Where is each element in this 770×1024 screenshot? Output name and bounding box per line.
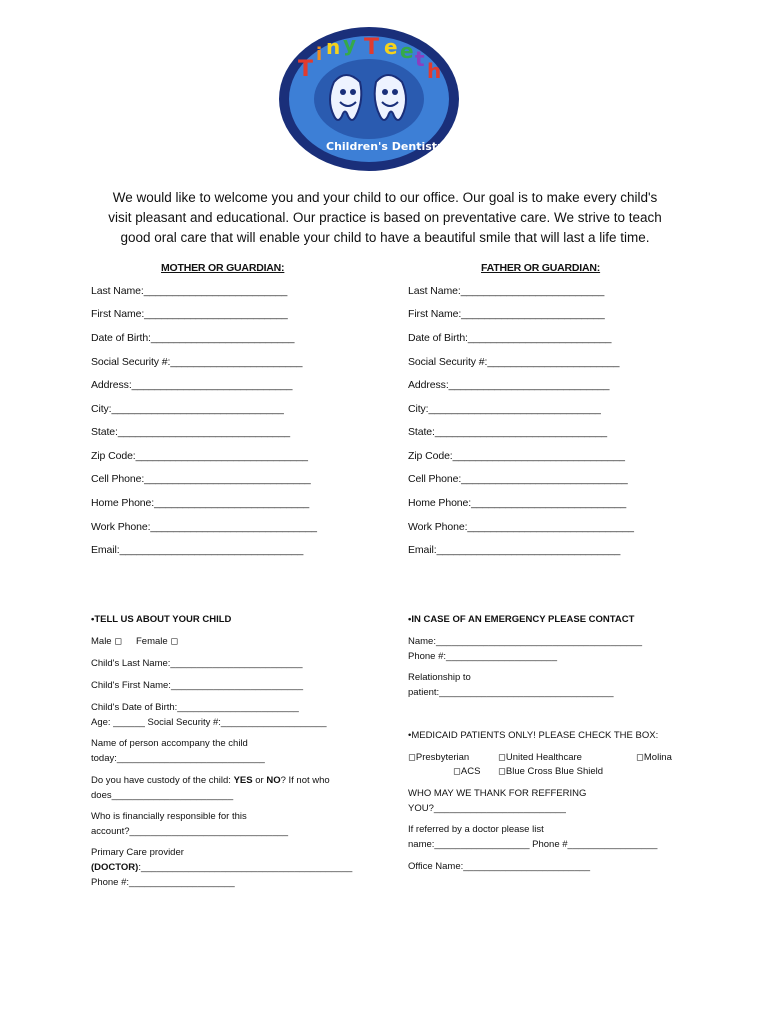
emergency-section-title: •IN CASE OF AN EMERGENCY PLEASE CONTACT: [408, 614, 635, 625]
relationship-field[interactable]: patient:_________________________________: [408, 687, 614, 698]
referral-label: WHO MAY WE THANK FOR REFFERING: [408, 788, 587, 799]
father-zip-field[interactable]: Zip Code:______________________________: [408, 450, 625, 462]
mother-address-field[interactable]: Address:____________________________: [91, 379, 293, 391]
financial-field[interactable]: account?______________________________: [91, 826, 289, 837]
child-first-name-field[interactable]: Child's First Name:_________________________: [91, 680, 304, 691]
child-dob-field[interactable]: Child's Date of Birth:_______________________: [91, 702, 299, 713]
father-address-field[interactable]: Address:____________________________: [408, 379, 610, 391]
pcp-doctor-label: (DOCTOR): [91, 862, 139, 873]
svg-text:n: n: [326, 35, 341, 59]
mother-city-field[interactable]: City:______________________________: [91, 403, 284, 415]
relationship-label: Relationship to: [408, 672, 471, 683]
custody-field[interactable]: does_______________________: [91, 790, 234, 801]
office-name-field[interactable]: Office Name:________________________: [408, 861, 591, 872]
doctor-referral-field[interactable]: name:__________________ Phone #_________________: [408, 839, 658, 850]
pcp-label: Primary Care provider: [91, 847, 184, 858]
mother-last-name-field[interactable]: Last Name:_________________________: [91, 285, 288, 297]
presbyterian-checkbox[interactable]: ◻Presbyterian: [408, 752, 470, 763]
molina-checkbox[interactable]: ◻Molina: [636, 752, 672, 763]
mother-heading: MOTHER OR GUARDIAN:: [161, 262, 285, 274]
mother-zip-field[interactable]: Zip Code:______________________________: [91, 450, 308, 462]
tiny-teeth-logo: [276, 24, 462, 174]
emergency-phone-field[interactable]: Phone #:_____________________: [408, 651, 557, 662]
svg-text:i: i: [316, 44, 323, 65]
doctor-referral-label: If referred by a doctor please list: [408, 824, 544, 835]
mother-work-phone-field[interactable]: Work Phone:_____________________________: [91, 521, 317, 533]
svg-text:T: T: [298, 57, 314, 82]
father-heading: FATHER OR GUARDIAN:: [481, 262, 601, 274]
pcp-doctor-field[interactable]: [91, 861, 352, 876]
custody-question-end: ? If not who: [280, 775, 330, 786]
mother-state-field[interactable]: State:______________________________: [91, 426, 291, 438]
referral-field[interactable]: YOU?_________________________: [408, 803, 566, 814]
svg-text:e: e: [400, 39, 414, 63]
svg-text:T: T: [364, 35, 380, 60]
united-healthcare-checkbox[interactable]: ◻United Healthcare: [498, 752, 582, 763]
pcp-phone-field[interactable]: Phone #:____________________: [91, 877, 235, 888]
emergency-name-field[interactable]: Name:_______________________________________: [408, 636, 643, 647]
father-cell-phone-field[interactable]: Cell Phone:_____________________________: [408, 473, 628, 485]
child-age-ssn-field[interactable]: Age: ______ Social Security #:____________________: [91, 717, 327, 728]
pcp-doctor-blank: :________________________________________: [138, 862, 353, 873]
welcome-line-3: good oral care that will enable your child to have a beautiful smile that will last a life time.: [120, 230, 650, 245]
father-state-field[interactable]: State:______________________________: [408, 426, 608, 438]
mother-dob-field[interactable]: Date of Birth:_________________________: [91, 332, 295, 344]
male-checkbox[interactable]: Male ◻: [91, 636, 123, 647]
father-last-name-field[interactable]: Last Name:_________________________: [408, 285, 605, 297]
welcome-line-1: We would like to welcome you and your child to our office. Our goal is to make every child's: [112, 190, 658, 205]
father-ssn-field[interactable]: Social Security #:_______________________: [408, 356, 620, 368]
father-home-phone-field[interactable]: Home Phone:___________________________: [408, 497, 627, 509]
mother-ssn-field[interactable]: Social Security #:_______________________: [91, 356, 303, 368]
financial-label: Who is financially responsible for this: [91, 811, 247, 822]
child-last-name-field[interactable]: Child's Last Name:_________________________: [91, 658, 303, 669]
mother-email-field[interactable]: Email:________________________________: [91, 544, 304, 556]
child-section-title: •TELL US ABOUT YOUR CHILD: [91, 614, 232, 625]
female-checkbox[interactable]: Female ◻: [136, 636, 179, 647]
svg-text:y: y: [343, 32, 357, 56]
father-email-field[interactable]: Email:________________________________: [408, 544, 621, 556]
father-city-field[interactable]: City:______________________________: [408, 403, 601, 415]
svg-text:Children's Dentistry: Children's Dentistry: [326, 140, 450, 153]
father-dob-field[interactable]: Date of Birth:_________________________: [408, 332, 612, 344]
accompany-label: Name of person accompany the child: [91, 738, 248, 749]
svg-text:t: t: [415, 47, 425, 71]
acs-checkbox[interactable]: ◻ACS: [453, 766, 481, 777]
svg-text:e: e: [384, 35, 398, 59]
father-first-name-field[interactable]: First Name:_________________________: [408, 308, 605, 320]
logo-graphic: [276, 24, 462, 174]
accompany-field[interactable]: today:____________________________: [91, 753, 265, 764]
svg-text:h: h: [427, 59, 442, 83]
medicaid-title: •MEDICAID PATIENTS ONLY! PLEASE CHECK THE BOX:: [408, 730, 659, 741]
welcome-line-2: visit pleasant and educational. Our practice is based on preventative care. We strive to teach: [108, 210, 662, 225]
mother-first-name-field[interactable]: First Name:_________________________: [91, 308, 288, 320]
custody-question: [91, 774, 330, 789]
welcome-paragraph: [80, 188, 690, 248]
mother-cell-phone-field[interactable]: Cell Phone:_____________________________: [91, 473, 311, 485]
mother-home-phone-field[interactable]: Home Phone:___________________________: [91, 497, 310, 509]
father-work-phone-field[interactable]: Work Phone:_____________________________: [408, 521, 634, 533]
custody-no: NO: [266, 775, 281, 786]
blue-cross-checkbox[interactable]: ◻Blue Cross Blue Shield: [498, 766, 604, 777]
custody-yes: YES: [233, 775, 253, 786]
custody-question-text: Do you have custody of the child:: [91, 775, 234, 786]
custody-or: or: [252, 775, 267, 786]
